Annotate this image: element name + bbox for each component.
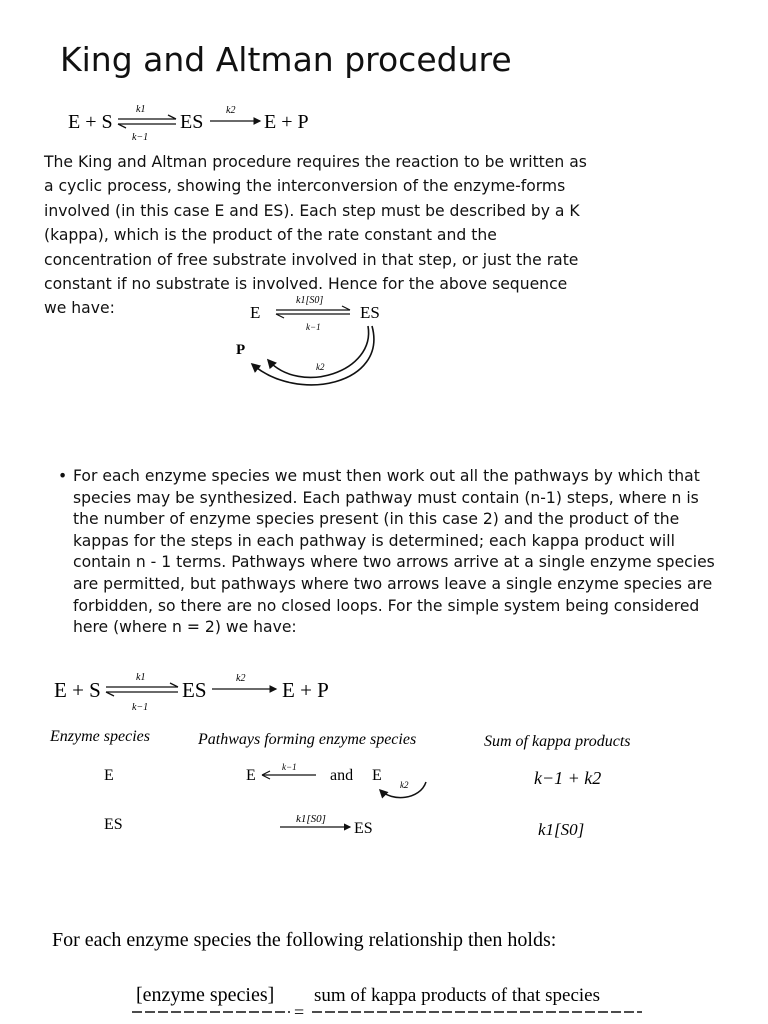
row1-species: E	[104, 767, 114, 784]
cycle-p: P	[236, 342, 246, 358]
reaction2-k-forward: k1	[136, 672, 146, 683]
cycle-k-under: k−1	[306, 322, 321, 332]
relationship-equals: =	[294, 1002, 305, 1022]
header-enzyme-species: Enzyme species	[50, 728, 150, 745]
row2-sum: k1[S0]	[538, 820, 585, 839]
reaction2-k-reverse: k−1	[132, 702, 149, 713]
reaction-rhs: E + P	[264, 111, 309, 133]
table-headers	[49, 728, 631, 750]
bullet-item	[58, 466, 718, 639]
reaction2-lhs: E + S	[54, 678, 101, 702]
reaction-intermediate: ES	[180, 111, 204, 133]
row1-pathway-a: E	[246, 767, 256, 784]
reaction-lhs: E + S	[68, 111, 113, 133]
cycle-k-top: k1[S0]	[296, 295, 324, 306]
relationship-lhs: [enzyme species]	[136, 984, 275, 1006]
k-cat-label: k2	[226, 105, 236, 116]
row1-pathway-b: E	[372, 767, 382, 784]
reaction-scheme-table	[54, 672, 329, 713]
row2-pathway-k: k1[S0]	[296, 813, 326, 825]
reaction-scheme-top	[68, 104, 309, 143]
reaction2-intermediate: ES	[182, 678, 207, 702]
reaction2-rhs: E + P	[282, 678, 329, 702]
cycle-es: ES	[360, 303, 380, 322]
cycle-k-curve: k2	[316, 362, 325, 372]
k-reverse-label: k−1	[132, 132, 149, 143]
cycle-e: E	[250, 303, 261, 322]
header-sum-kappa: Sum of kappa products	[484, 733, 631, 750]
bullet-text: For each enzyme species we must then work out all the pathways by which that species may be synthesized. Each pathway must contain (n-1) steps, where n is the number of enzyme species present (in this case 2) and the product of the kappas for the steps in each pathway is determined; each kappa product will contain n - 1 terms. Pathways where two arrows arrive at a single enzyme species are permitted, but pathways where two arrows leave a single enzyme species are forbidden, so there are no closed loops. For the simple system being considered here (where n = 2) we have:	[73, 467, 715, 637]
row2-pathway-target: ES	[354, 820, 373, 837]
row1-sum: k−1 + k2	[534, 768, 602, 788]
table-row-e	[104, 762, 601, 798]
intro-paragraph: The King and Altman procedure requires the reaction to be written as a cyclic process, showing the interconversion of the enzyme-forms involved (in this case E and ES). Each step must be described by a K (kappa), which is the product of the rate constant and the concentration of free substrate involved in that step, or just the rate constant if no substrate is involved. Hence for the above sequence we have:	[44, 153, 587, 318]
cycle-curve-arrow-outer	[252, 326, 374, 385]
row2-species: ES	[104, 816, 123, 833]
page-title: King and Altman procedure	[60, 40, 512, 79]
header-pathways: Pathways forming enzyme species	[198, 731, 417, 748]
row1-pathway-a-k: k−1	[282, 762, 297, 772]
table-row-es	[104, 813, 584, 839]
k-forward-label: k1	[136, 104, 146, 115]
relationship-rhs: sum of kappa products of that species	[314, 985, 600, 1006]
reaction2-k-cat: k2	[236, 673, 246, 684]
row1-pathway-b-k: k2	[400, 780, 409, 790]
relationship-block	[52, 929, 642, 1022]
relationship-text: For each enzyme species the following relationship then holds:	[52, 929, 557, 951]
bullet-dot: •	[58, 467, 68, 485]
row1-and: and	[330, 767, 354, 784]
